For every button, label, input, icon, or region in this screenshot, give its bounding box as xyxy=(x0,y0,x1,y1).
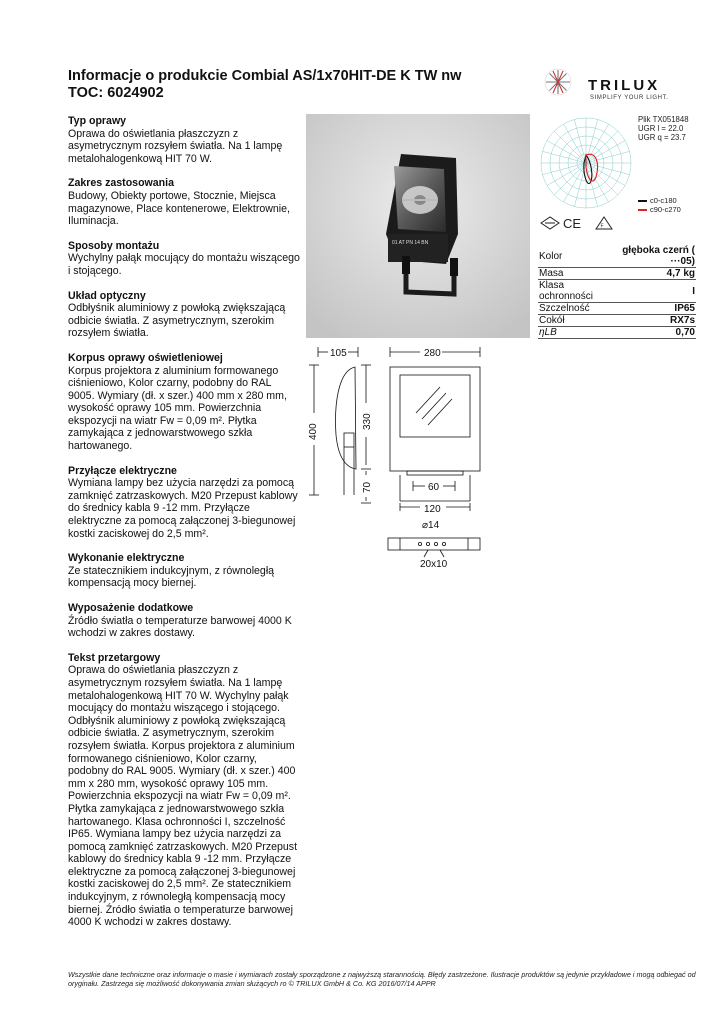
table-row: Szczelność IP65 xyxy=(539,303,695,314)
table-row: Masa 4,7 kg xyxy=(539,268,695,279)
section-heading: Wyposażenie dodatkowe xyxy=(68,602,194,614)
legend-c90: c90-c270 xyxy=(638,205,681,214)
dim-depth: 105 xyxy=(330,348,347,359)
section-tender-text xyxy=(68,652,300,929)
diagram-legend xyxy=(638,196,681,214)
ugr-q: UGR q = 23.7 xyxy=(638,133,686,142)
table-row: ηLB 0,70 xyxy=(539,327,695,338)
table-row: Cokół RX7s xyxy=(539,315,695,326)
table-row: Klasa ochronności I xyxy=(539,280,695,302)
dim-length: 400 xyxy=(308,423,319,440)
dim-hole-spacing: 60 xyxy=(428,482,440,493)
section-text: Korpus projektora z aluminium formowanego ciśnieniowo, Kolor czarny, podobny do RAL 9005. Wymiary (dł. x szer.) 400 mm x 280 mm, wysokość oprawy 105 mm. Powierzchnia ekspozycji na wiatr Fw = 0,09 m². Płytka zamykająca z jednowarstwowego szkła hartowanego. xyxy=(68,364,287,453)
ugr-l: UGR l = 22.0 xyxy=(638,124,684,133)
section-heading: Przyłącze elektryczne xyxy=(68,464,177,477)
section-accessories xyxy=(68,602,300,640)
section-heading: Typ oprawy xyxy=(68,115,127,127)
logo-slogan: SIMPLIFY YOUR LIGHT. xyxy=(590,95,669,101)
temperature-mark-icon xyxy=(596,217,612,230)
dim-hole-dia: ⌀14 xyxy=(422,520,440,531)
section-electrical-design xyxy=(68,552,300,590)
dim-body: 330 xyxy=(362,413,373,430)
section-heading: Sposoby montażu xyxy=(68,239,160,252)
section-optics xyxy=(68,290,300,340)
table-row: Kolor głęboka czerń ( ···05) xyxy=(539,245,695,267)
section-text: Oprawa do oświetlania płaszczyzn z asymetrycznym rozsyłem światła. Na 1 lampę metalohalogenkową HIT 70 W. xyxy=(68,127,283,165)
spec-table xyxy=(538,245,696,339)
section-heading: Zakres zastosowania xyxy=(68,177,174,190)
section-housing xyxy=(68,352,300,453)
section-text: Wychylny pałąk mocujący do montażu wiszącego i stojącego. xyxy=(68,252,300,277)
section-mounting xyxy=(68,240,300,278)
certification-marks xyxy=(538,215,628,231)
section-text: Wymiana lampy bez użycia narzędzi za pomocą zamknięć zatrzaskowych. M20 Przepust kablowy do średnicy kabla 9 -12 mm. Przyłącze elektryczne za pomocą załączonej 3-biegunowej kostki zaciskowej do 2,5 mm². xyxy=(68,477,298,540)
dim-slot: 20x10 xyxy=(420,559,448,570)
section-heading: Korpus oprawy oświetleniowej xyxy=(68,351,223,364)
section-text: Ze statecznikiem indukcyjnym, z równoległą kompensacją mocy biernej. xyxy=(68,564,275,590)
dimension-drawing xyxy=(300,345,540,575)
legend-c0: c0-c180 xyxy=(638,196,681,205)
svg-text:F: F xyxy=(600,223,604,230)
section-type xyxy=(68,115,300,165)
section-text: Źródło światła o temperaturze barwowej 4000 K wchodzi w zakres dostawy. xyxy=(68,614,292,640)
section-text: Odbłyśnik aluminiowy z powłoką zwiększającą odbicie światła. Z asymetrycznym, szerokim rozsyłem światła. xyxy=(68,302,286,340)
ce-mark-icon: CE xyxy=(563,216,582,231)
trilux-logo xyxy=(540,66,700,106)
title-line-1: Informacje o produkcie Combial AS/1x70HIT-DE K TW nw xyxy=(68,68,462,84)
section-heading: Układ optyczny xyxy=(68,289,146,302)
photo-label: 01 AT PN 14 BN xyxy=(392,240,429,246)
section-heading: Tekst przetargowy xyxy=(68,651,161,664)
section-heading: Wykonanie elektryczne xyxy=(68,552,185,565)
light-distribution-diagram xyxy=(538,115,634,211)
diagram-info xyxy=(638,115,689,142)
section-application xyxy=(68,177,300,227)
title-line-2: TOC: 6024902 xyxy=(68,85,164,101)
dim-bracket-width: 120 xyxy=(424,504,441,515)
section-text: Oprawa do oświetlania płaszczyzn z asymetrycznym rozsyłem światła. Na 1 lampę metalohalogenkową HIT 70 W. Wychylny pałąk mocujący do montażu wiszącego i stojącego. Odbłyśnik aluminiowy z powłoką zwiększającą odbicie światła. Z asymetrycznym, szerokim rozsyłem światła. Korpus projektora z aluminium formowanego ciśnieniowo, Kolor czarny, podobny do RAL 9005. Wymiary (dł. x szer.) 400 mm x 280 mm, wysokość oprawy 105 mm. Powierzchnia ekspozycji na wiatr Fw = 0,09 m². Płytka zamykająca z jednowarstwowego szkła hartowanego. Klasa ochronności I, szczelność IP65. Wymiana lampy bez użycia narzędzi za pomocą zamknięć zatrzaskowych. M20 Przepust kablowy do średnicy kabla 9 -12 mm. Przyłącze elektryczne za pomocą załączonej 3-biegunowej kostki zaciskowej do 2,5 mm². Ze statecznikiem indukcyjnym, z równoległą kompensacją mocy biernej. Źródło światła o temperaturze barwowej 4000 K wchodzi w zakres dostawy. xyxy=(68,664,298,929)
dim-width: 280 xyxy=(424,348,441,359)
description-column xyxy=(68,115,300,941)
section-text: Budowy, Obiekty portowe, Stocznie, Miejsca magazynowe, Place kontenerowe, Elektrownie, Iluminacja. xyxy=(68,189,290,228)
product-photo xyxy=(306,114,530,338)
diagram-file: Plik TX051848 xyxy=(638,115,689,124)
logo-brand: TRILUX xyxy=(588,77,661,94)
dim-bracket: 70 xyxy=(362,481,373,493)
trilux-starburst-icon xyxy=(545,69,571,95)
page-title xyxy=(68,68,508,102)
section-electrical-connection xyxy=(68,465,300,541)
enec-icon xyxy=(541,217,559,229)
footer-disclaimer: Wszystkie dane techniczne oraz informacje o masie i wymiarach zostały sporządzone z najwyższą starannością. Błędy zastrzeżone. Ilustracje produktów są jedynie przykładowe i mogą odbiegać od oryginału. Zastrzega się możliwość dokonywania zmian służących ro © TRILUX GmbH & Co. KG 2016/07/14 APPR xyxy=(68,970,696,988)
